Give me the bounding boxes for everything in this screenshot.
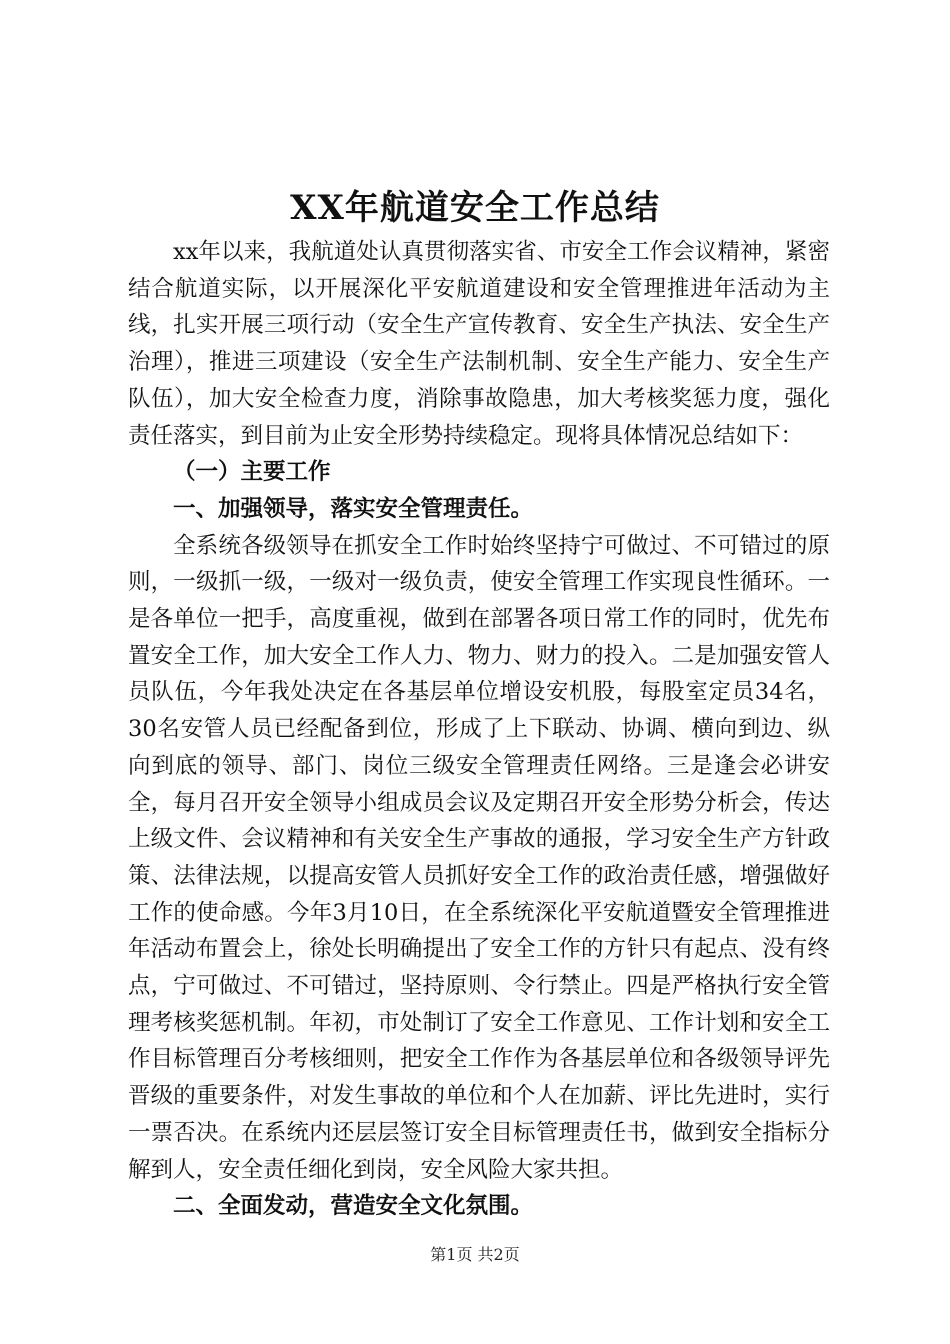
subsection-heading-1: 一、加强领导，落实安全管理责任。 xyxy=(173,495,534,522)
body-paragraph-1: 全系统各级领导在抓安全工作时始终坚持宁可做过、不可错过的原则，一级抓一级，一级对一级负责，使安全管理工作实现良性循环。一是各单位一把手，高度重视，做到在部署各项日常工作的同时，优先布置安全工作，加大安全工作人力、物力、财力的投入。二是加强安管人员队伍，今年我处决定在各基层单位增设安机股，每股室定员34名，30名安管人员已经配备到位，形成了上下联动、协调、横向到边、纵向到底的领导、部门、岗位三级安全管理责任网络。三是逢会必讲安全，每月召开安全领导小组成员会议及定期召开安全形势分析会，传达上级文件、会议精神和有关安全生产事故的通报，学习安全生产方针政策、法律法规，以提高安管人员抓好安全工作的政治责任感，增强做好工作的使命感。今年3月10日，在全系统深化平安航道暨安全管理推进年活动布置会上，徐处长明确提出了安全工作的方针只有起点、没有终点，宁可做过、不可错过，坚持原则、令行禁止。四是严格执行安全管理考核奖惩机制。年初，市处制订了安全工作意见、工作计划和安全工作目标管理百分考核细则，把安全工作作为各基层单位和各级领导评先晋级的重要条件，对发生事故的单位和个人在加薪、评比先进时，实行一票否决。在系统内还层层签订安全目标管理责任书，做到安全指标分解到人，安全责任细化到岗，安全风险大家共担。 xyxy=(128,532,830,1183)
page-footer: 第1页 共2页 xyxy=(430,1245,520,1264)
subsection-heading-2: 二、全面发动，营造安全文化氛围。 xyxy=(173,1193,534,1220)
section-heading-main-work: （一）主要工作 xyxy=(173,459,331,486)
intro-paragraph: xx年以来，我航道处认真贯彻落实省、市安全工作会议精神，紧密结合航道实际，以开展深化平安航道建设和安全管理推进年活动为主线，扎实开展三项行动（安全生产宣传教育、安全生产执法、安全生产治理），推进三项建设（安全生产法制机制、安全生产能力、安全生产队伍），加大安全检查力度，消除事故隐患，加大考核奖惩力度，强化责任落实，到目前为止安全形势持续稳定。现将具体情况总结如下： xyxy=(128,239,830,449)
document-body xyxy=(128,234,830,1225)
document-title: XX年航道安全工作总结 xyxy=(290,188,660,228)
